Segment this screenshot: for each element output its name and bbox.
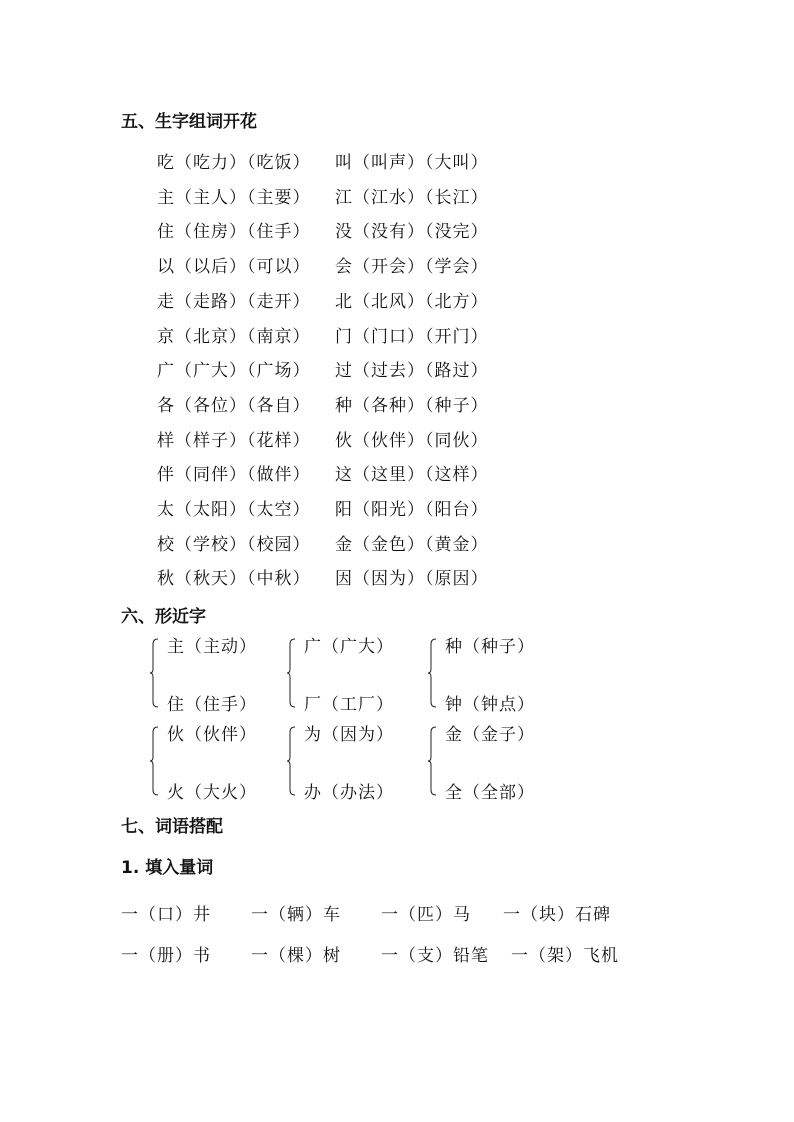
brace-icon [149, 726, 159, 796]
word-group-left: 住（住房）（住手） [157, 222, 311, 243]
word-group-left: 走（走路）（走开） [157, 291, 311, 312]
similar-char-top: 主（主动） [167, 637, 257, 657]
word-group-left: 吃（吃力）（吃饭） [157, 153, 311, 173]
similar-char-bottom: 厂（工厂） [304, 695, 394, 715]
measure-word-item: 一（匹）马 [381, 905, 471, 925]
similar-char-bottom: 火（大火） [167, 783, 257, 803]
word-group-right: 种（各种）（种子） [335, 395, 489, 416]
measure-word-item: 一（块）石碑 [503, 905, 611, 925]
word-group-right: 过（过去）（路过） [335, 361, 489, 382]
brace-icon [286, 726, 296, 796]
similar-char-bottom: 钟（钟点） [445, 695, 535, 715]
word-group-left: 各（各位）（各自） [157, 395, 311, 416]
measure-word-item: 一（棵）树 [251, 946, 341, 966]
section-7-heading: 七、词语搭配 [121, 817, 223, 837]
word-group-left: 京（北京）（南京） [157, 326, 311, 347]
word-group-right: 伙（伙伴）（同伙） [335, 430, 489, 451]
similar-char-bottom: 住（住手） [167, 695, 257, 715]
word-group-right: 会（开会）（学会） [335, 257, 489, 278]
similar-char-top: 伙（伙伴） [167, 725, 257, 745]
word-group-left: 太（太阳）（太空） [157, 500, 311, 520]
brace-icon [286, 638, 296, 708]
word-group-left: 伴（同伴）（做伴） [157, 465, 311, 486]
word-group-left: 校（学校）（校园） [157, 534, 311, 555]
brace-icon [427, 726, 437, 796]
similar-char-top: 为（因为） [304, 725, 394, 745]
word-group-right: 这（这里）（这样） [335, 465, 489, 486]
word-group-left: 主（主人）（主要） [157, 187, 311, 208]
word-group-right: 叫（叫声）（大叫） [335, 153, 489, 173]
word-group-right: 北（北风）（北方） [335, 291, 489, 312]
brace-icon [149, 638, 159, 708]
word-group-left: 秋（秋天）（中秋） [157, 569, 311, 590]
similar-char-top: 金（金子） [445, 725, 535, 745]
similar-char-top: 种（种子） [445, 637, 535, 657]
word-group-right: 因（因为）（原因） [335, 569, 489, 590]
measure-word-item: 一（架）飞机 [511, 946, 619, 966]
measure-word-item: 一（辆）车 [251, 905, 341, 925]
section-6-heading: 六、形近字 [121, 607, 206, 627]
measure-word-item: 一（口）井 [121, 905, 211, 925]
measure-word-item: 一（支）铅笔 [381, 946, 489, 966]
similar-char-bottom: 全（全部） [445, 783, 535, 803]
word-group-right: 门（门口）（开门） [335, 326, 489, 347]
section-5-heading: 五、生字组词开花 [121, 112, 257, 132]
similar-char-top: 广（广大） [304, 637, 394, 657]
word-group-right: 江（江水）（长江） [335, 187, 489, 208]
measure-word-item: 一（册）书 [121, 946, 211, 966]
similar-char-bottom: 办（办法） [304, 783, 394, 803]
word-group-left: 广（广大）（广场） [157, 361, 311, 382]
word-group-right: 没（没有）（没完） [335, 222, 489, 243]
word-group-right: 金（金色）（黄金） [335, 534, 489, 555]
word-group-right: 阳（阳光）（阳台） [335, 500, 489, 520]
measure-words-subheading: 1. 填入量词 [121, 858, 214, 878]
word-group-left: 样（样子）（花样） [157, 430, 311, 451]
word-group-left: 以（以后）（可以） [157, 257, 311, 278]
brace-icon [427, 638, 437, 708]
